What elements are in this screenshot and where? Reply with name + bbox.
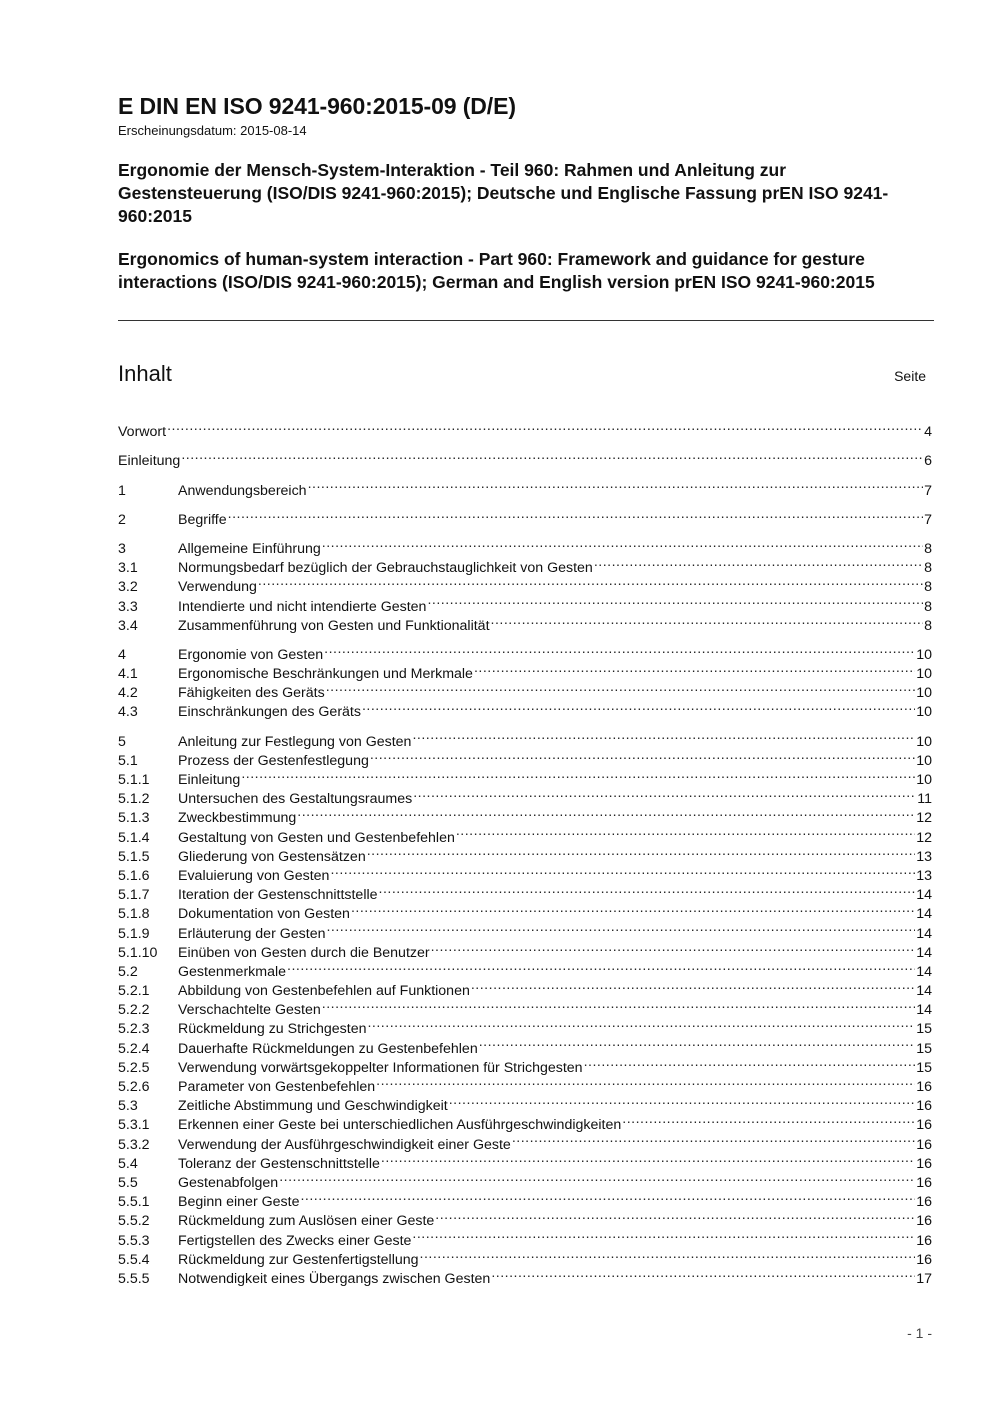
toc-entry-number: 5.1.1 [118, 772, 150, 788]
toc-entry-label: Verwendung vorwärtsgekoppelter Informationen für Strichgesten [178, 1059, 583, 1076]
toc-entry-number: 5.5.5 [118, 1270, 150, 1287]
toc-dot-leader [449, 1091, 916, 1110]
toc-entry-page: 4 [924, 424, 932, 441]
toc-dot-leader [287, 957, 915, 976]
toc-entry-number: 5.1.7 [118, 887, 150, 904]
toc-dot-leader [279, 1168, 915, 1187]
toc-entry-label: Notwendigkeit eines Übergangs zwischen Gesten [178, 1270, 491, 1287]
toc-entry-label: Zusammenführung von Gesten und Funktionalität [178, 617, 490, 634]
toc-entry-number: 5.2.1 [118, 983, 150, 1000]
toc-entry-label: Erläuterung der Gesten [178, 925, 326, 942]
toc-entry-label: Einleitung [118, 453, 181, 470]
toc-entry-page: 8 [924, 617, 932, 634]
toc-entry[interactable] [118, 417, 932, 441]
toc-entry-page: 10 [916, 646, 932, 663]
toc-entry-label: Begriffe [178, 511, 227, 528]
toc-entry-page: 16 [916, 1155, 932, 1172]
toc-entry[interactable] [118, 726, 932, 750]
toc-entry-label: Dokumentation von Gesten [178, 906, 350, 923]
toc-dot-leader [228, 505, 923, 524]
toc-entry-page: 6 [924, 453, 932, 470]
toc-entry-label: Beginn einer Geste [178, 1194, 300, 1211]
toc-entry-label: Rückmeldung zum Auslösen einer Geste [178, 1213, 435, 1230]
toc-dot-leader [326, 918, 915, 937]
toc-entry-page: 13 [916, 848, 932, 865]
toc-entry-page: 14 [916, 887, 932, 904]
toc-dot-leader [412, 726, 915, 745]
toc-entry-number: 5.1.9 [118, 925, 150, 942]
toc-entry-page: 11 [917, 791, 932, 808]
toc-heading-row [118, 359, 926, 389]
toc-entry-page: 16 [916, 1117, 932, 1134]
toc-entry-page: 7 [924, 511, 932, 528]
toc-entry-page: 14 [916, 1002, 932, 1019]
toc-entry-page: 14 [916, 963, 932, 980]
toc-entry-number: 5.1.4 [118, 829, 150, 846]
toc-entry-page: 10 [916, 685, 932, 702]
toc-entry-page: 15 [916, 1021, 932, 1038]
toc-dot-leader [474, 659, 915, 678]
toc-dot-leader [300, 1187, 915, 1206]
toc-entry[interactable] [118, 640, 932, 663]
toc-entry-number: 5.5.2 [118, 1213, 150, 1230]
toc-dot-leader [427, 591, 923, 610]
toc-entry-page: 16 [916, 1174, 932, 1191]
toc-entry-label: Evaluierung von Gesten [178, 867, 330, 884]
toc-dot-leader [362, 697, 915, 716]
toc-entry-page: 12 [916, 829, 932, 846]
toc-entry-label: Fertigstellen des Zwecks einer Geste [178, 1232, 412, 1249]
toc-entry-label: Intendierte und nicht intendierte Gesten [178, 598, 427, 615]
toc-dot-leader [584, 1053, 916, 1072]
toc-entry-label: Untersuchen des Gestaltungsraumes [178, 791, 413, 808]
toc-dot-leader [381, 1149, 915, 1168]
toc-entry-label: Fähigkeiten des Geräts [178, 685, 325, 702]
toc-entry-number: 3.1 [118, 560, 138, 577]
toc-dot-leader [435, 1206, 915, 1225]
toc-dot-leader [512, 1129, 915, 1148]
toc-entry-number: 4.1 [118, 666, 138, 683]
page-number: - 1 - [907, 1325, 932, 1341]
toc-entry-number: 5.5.4 [118, 1251, 150, 1268]
toc-dot-leader [420, 1245, 916, 1264]
toc-entry-label: Erkennen einer Geste bei unterschiedlichen Ausführgeschwindigkeiten [178, 1117, 622, 1134]
toc-entry-page: 8 [924, 560, 932, 577]
toc-entry-page: 17 [916, 1270, 932, 1287]
toc-entry-number: 5.1 [118, 752, 138, 769]
toc-entry-number: 5.1.6 [118, 867, 150, 884]
toc-entry-page: 16 [916, 1098, 932, 1115]
toc-entry-page: 12 [916, 810, 932, 827]
toc-entry-page: 15 [916, 1059, 932, 1076]
toc-entry-label: Dauerhafte Rückmeldungen zu Gestenbefehlen [178, 1040, 478, 1057]
toc-dot-leader [326, 678, 916, 697]
toc-entry-number: 5.1.3 [118, 810, 150, 827]
toc-dot-leader [622, 1110, 915, 1129]
toc-entry-number: 5.1.10 [118, 944, 158, 961]
toc-entry-label: Abbildung von Gestenbefehlen auf Funktionen [178, 983, 470, 1000]
toc-entry-number: 5.5.1 [118, 1194, 150, 1211]
toc-entry-number: 5.1.2 [118, 791, 150, 808]
toc-entry-label: Einleitung [178, 772, 241, 788]
toc-dot-leader [322, 534, 923, 553]
toc-dot-leader [258, 572, 923, 591]
toc-dot-leader [431, 938, 916, 957]
document-title: E DIN EN ISO 9241-960:2015-09 (D/E) [118, 93, 516, 119]
toc-dot-leader [324, 640, 915, 659]
toc-entry-page: 8 [924, 540, 932, 557]
toc-entry-label: Anleitung zur Festlegung von Gesten [178, 733, 412, 750]
toc-entry-page: 10 [916, 752, 932, 769]
toc-entry-label: Vorwort [118, 424, 167, 441]
toc-entry-number: 5 [118, 733, 126, 750]
toc-dot-leader [456, 822, 915, 841]
toc-entry-label: Iteration der Gestenschnittstelle [178, 887, 378, 904]
toc-entry-page: 10 [916, 666, 932, 683]
german-title: Ergonomie der Mensch-System-Interaktion - Teil 960: Rahmen und Anleitung zur Gestensteuerung (ISO/DIS 9241-960:2015); Deutsche und Englische Fassung prEN ISO 9241-960:2015 [118, 160, 889, 226]
toc-entry-page: 14 [916, 906, 932, 923]
publication-date: Erscheinungsdatum: 2015-08-14 [118, 123, 307, 138]
toc-entry-number: 5.1.5 [118, 848, 150, 865]
toc-entry-number: 3.2 [118, 579, 138, 596]
toc-dot-leader [367, 842, 916, 861]
toc-entry-page: 8 [924, 579, 932, 596]
toc-entry-label: Allgemeine Einführung [178, 540, 321, 557]
toc-entry-number: 5.3.2 [118, 1136, 150, 1153]
toc-entry-label: Gestaltung von Gesten und Gestenbefehlen [178, 829, 455, 846]
header-divider [118, 320, 934, 321]
toc-entry-page: 16 [916, 1213, 932, 1230]
toc-entry-number: 5.3 [118, 1098, 138, 1115]
toc-dot-leader [491, 611, 924, 630]
toc-entry-number: 5.5 [118, 1174, 138, 1191]
toc-entry-number: 5.2.4 [118, 1040, 150, 1057]
toc-entry[interactable] [118, 475, 932, 499]
toc-dot-leader [351, 899, 915, 918]
toc-entry-number: 5.2.3 [118, 1021, 150, 1038]
toc-dot-leader [241, 765, 915, 784]
toc-entry-label: Einüben von Gesten durch die Benutzer [178, 944, 430, 961]
toc-entry-label: Anwendungsbereich [178, 482, 307, 499]
toc-entry-number: 5.2.2 [118, 1002, 150, 1019]
toc-entry-label: Zweckbestimmung [178, 810, 297, 827]
toc-entry-number: 5.2.6 [118, 1079, 150, 1095]
toc-entry-number: 5.4 [118, 1155, 138, 1172]
toc-dot-leader [479, 1033, 916, 1052]
toc-entry-label: Rückmeldung zu Strichgesten [178, 1021, 367, 1038]
toc-entry-page: 8 [924, 598, 932, 615]
toc-dot-leader [491, 1264, 915, 1283]
toc-entry-page: 16 [916, 1232, 932, 1249]
toc-entry-label: Ergonomische Beschränkungen und Merkmale [178, 666, 473, 683]
toc-dot-leader [594, 553, 923, 572]
toc-entry-number: 4 [118, 646, 126, 663]
toc-entry-label: Gestenmerkmale [178, 963, 287, 980]
toc-entry-page: 10 [916, 772, 932, 788]
toc-entry-label: Zeitliche Abstimmung und Geschwindigkeit [178, 1098, 448, 1115]
toc-entry[interactable] [118, 446, 932, 470]
toc-entry-label: Gliederung von Gestensätzen [178, 848, 366, 865]
toc-entry-label: Toleranz der Gestenschnittstelle [178, 1155, 380, 1172]
toc-entry-label: Prozess der Gestenfestlegung [178, 752, 369, 769]
table-of-contents [118, 417, 932, 1287]
toc-dot-leader [308, 475, 924, 494]
toc-dot-leader [376, 1072, 915, 1091]
toc-entry-label: Rückmeldung zur Gestenfertigstellung [178, 1251, 419, 1268]
toc-dot-leader [370, 746, 915, 765]
toc-entry-label: Parameter von Gestenbefehlen [178, 1079, 376, 1095]
toc-entry-label: Einschränkungen des Geräts [178, 704, 361, 721]
english-title: Ergonomics of human-system interaction - Part 960: Framework and guidance for gesture interactions (ISO/DIS 9241-960:2015); German and English version prEN ISO 9241-960:2015 [118, 249, 875, 292]
toc-entry-number: 3 [118, 540, 126, 557]
toc-entry-label: Ergonomie von Gesten [178, 646, 324, 663]
toc-entry-label: Verschachtelte Gesten [178, 1002, 321, 1019]
toc-entry-number: 5.5.3 [118, 1232, 150, 1249]
toc-entry-page: 16 [916, 1079, 932, 1095]
toc-dot-leader [330, 861, 915, 880]
toc-entry[interactable] [118, 534, 932, 557]
toc-entry-page: 16 [916, 1194, 932, 1211]
toc-entry-label: Verwendung [178, 579, 257, 596]
toc-entry-page: 13 [916, 867, 932, 884]
toc-dot-leader [167, 417, 923, 436]
toc-entry-label: Verwendung der Ausführgeschwindigkeit einer Geste [178, 1136, 511, 1153]
toc-entry-number: 5.2.5 [118, 1059, 150, 1076]
toc-entry-number: 5.3.1 [118, 1117, 150, 1134]
toc-entry-number: 5.2 [118, 963, 138, 980]
toc-entry-page: 10 [916, 733, 932, 750]
toc-entry-page: 16 [916, 1136, 932, 1153]
toc-entry-page: 14 [916, 944, 932, 961]
toc-dot-leader [297, 803, 915, 822]
toc-entry-number: 2 [118, 511, 126, 528]
toc-entry-page: 7 [924, 482, 932, 499]
toc-dot-leader [379, 880, 916, 899]
toc-entry-number: 1 [118, 482, 126, 499]
toc-entry-number: 5.1.8 [118, 906, 150, 923]
toc-entry-page: 15 [916, 1040, 932, 1057]
toc-heading: Inhalt [118, 361, 172, 386]
toc-entry-number: 4.3 [118, 704, 138, 721]
toc-entry-label: Normungsbedarf bezüglich der Gebrauchstauglichkeit von Gesten [178, 560, 593, 577]
toc-entry-page: 14 [916, 925, 932, 942]
toc-entry-number: 3.3 [118, 598, 138, 615]
toc-dot-leader [367, 1014, 915, 1033]
toc-entry-page: 10 [916, 704, 932, 721]
toc-entry-number: 4.2 [118, 685, 138, 702]
toc-dot-leader [471, 976, 915, 995]
toc-dot-leader [413, 784, 916, 803]
toc-entry-label: Gestenabfolgen [178, 1174, 279, 1191]
toc-entry-page: 16 [916, 1251, 932, 1268]
toc-page-column-label: Seite [894, 368, 926, 384]
document-header [118, 92, 934, 294]
toc-entry[interactable] [118, 505, 932, 528]
toc-entry-number: 3.4 [118, 617, 138, 634]
toc-dot-leader [322, 995, 915, 1014]
toc-dot-leader [181, 446, 923, 465]
toc-dot-leader [412, 1225, 915, 1244]
toc-entry-page: 14 [916, 983, 932, 1000]
